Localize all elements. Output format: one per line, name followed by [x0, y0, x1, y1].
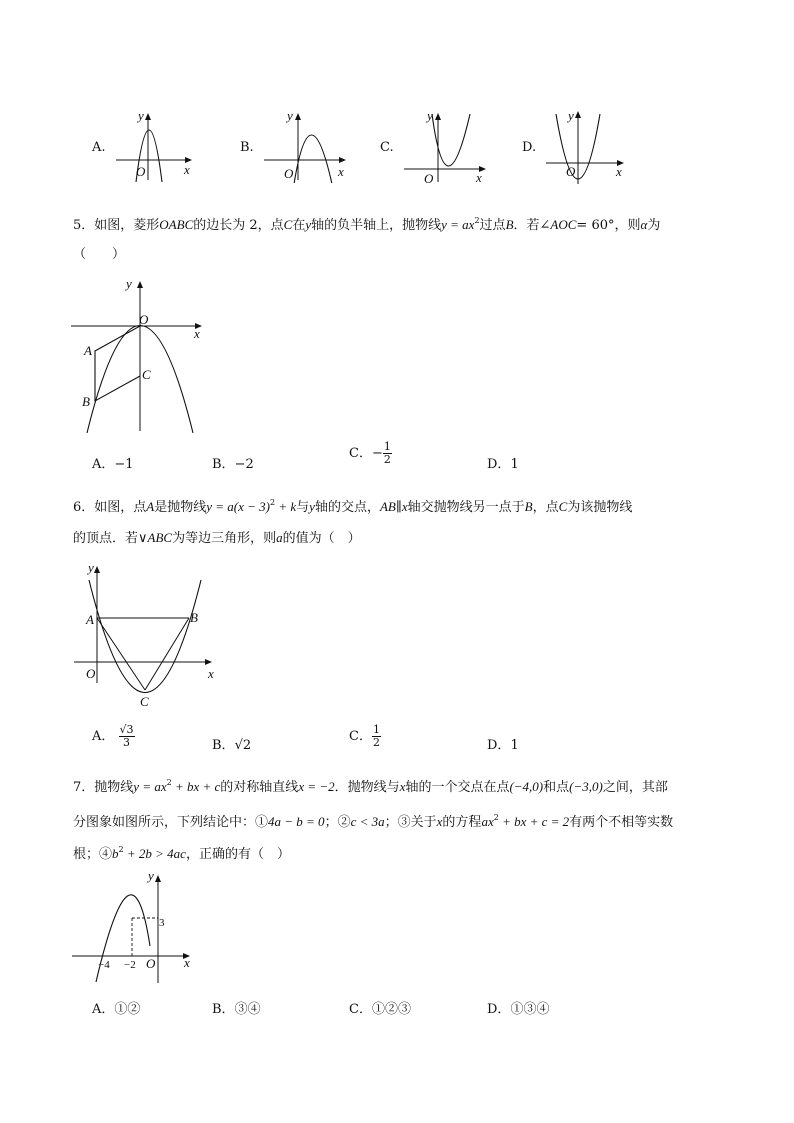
y-label: y — [287, 108, 293, 123]
x-arrow — [205, 659, 212, 665]
point-c-label: C — [142, 367, 151, 382]
y-arrow — [137, 281, 143, 288]
q6-option-a: A． $\frac{√3}{3}$ — [92, 723, 134, 749]
q7-stem-line3: 根；$④b^2 + 2b > 4ac$，正确的有（ ） — [73, 845, 290, 862]
q4-option-c-graph — [402, 108, 497, 183]
x-label: x — [184, 162, 190, 177]
y-label: y — [88, 560, 94, 575]
point-c-label: C — [140, 694, 149, 709]
point-b-label: B — [82, 394, 90, 409]
q7-option-b: B．③④ — [212, 1002, 261, 1017]
segment-ac — [97, 618, 145, 690]
q7-figure — [68, 866, 203, 986]
segment-bc — [145, 618, 189, 690]
y-arrow — [94, 566, 100, 573]
x-label: x — [184, 955, 190, 970]
x-label: x — [476, 170, 482, 183]
y-arrow — [435, 113, 441, 120]
q7-option-d: D．①③④ — [487, 1002, 550, 1017]
q6-option-c: C． $\frac{1}{2}$ — [349, 723, 380, 749]
point-a-label: A — [86, 612, 94, 627]
y-arrow — [145, 113, 151, 120]
parabola — [294, 135, 332, 183]
origin-label: O — [136, 164, 146, 179]
q6-stem-line2: 的顶点．若∨ABC为等边三角形，则a的值为（ ） — [73, 530, 361, 546]
q6-stem-line1: 6．如图，点A是抛物线$y = a(x - 3)^2 + k$与y轴的交点，AB∥x轴交抛物线另一点于B，点C为该抛物线 — [73, 498, 633, 515]
q5-option-a: A．−1 — [92, 457, 134, 472]
y-label: y — [568, 108, 574, 123]
point-a-label: A — [84, 343, 92, 358]
x-arrow — [339, 157, 346, 163]
origin-label: O — [566, 164, 576, 179]
q4-option-b-graph — [262, 108, 357, 183]
rhombus-sides — [95, 326, 140, 401]
q6-option-b: B．√2 — [212, 738, 252, 753]
tick-minus4-label: −4 — [98, 959, 110, 971]
q5-option-c: C．− $\frac{1}{2}$ — [349, 440, 391, 466]
q4-option-a-letter: A. — [92, 140, 106, 155]
tick-3-label: 3 — [159, 917, 165, 929]
q5-stem-line1: 5．如图，菱形OABC的边长为 2，点C在y轴的负半轴上，抛物线$y = ax^2$过点B．若∠AOC= 60°，则α为 — [73, 216, 661, 233]
y-arrow — [295, 113, 301, 120]
q5-figure — [66, 276, 216, 436]
x-label: x — [194, 326, 200, 341]
q5-option-b: B．−2 — [212, 457, 254, 472]
point-b-label: B — [190, 610, 198, 625]
x-label: x — [338, 164, 344, 179]
q7-option-a: A．①② — [92, 1002, 141, 1017]
q4-option-c-letter: C. — [380, 140, 394, 155]
q7-stem-line1: 7．抛物线$y = ax^2$ + bx + c的对称轴直线x = −2．抛物线与x轴的一个交点在点(−4,0)和点(−3,0)之间，其部 — [73, 778, 668, 795]
q7-stem-line2: 分图象如图所示，下列结论中：①4a − b = 0；②c < 3a；③关于x的方程$ax^2$ + bx + c = 2有两个不相等实数 — [73, 813, 674, 830]
q4-option-b-letter: B. — [240, 140, 254, 155]
parabola — [89, 580, 201, 693]
y-label: y — [427, 108, 433, 123]
q5-answer-paren: （ ） — [73, 247, 126, 262]
x-label: x — [208, 666, 214, 681]
y-arrow — [155, 875, 161, 882]
q6-option-d: D．1 — [487, 738, 519, 753]
origin-label: O — [146, 956, 156, 971]
origin-label: O — [86, 666, 96, 681]
q4-option-d-graph — [542, 106, 637, 186]
origin-label: O — [139, 312, 149, 327]
y-label: y — [148, 868, 154, 883]
q6-figure — [70, 558, 225, 713]
y-arrow — [575, 111, 581, 118]
q7-option-c: C．①②③ — [349, 1002, 411, 1017]
x-label: x — [616, 164, 622, 179]
y-label: y — [126, 276, 132, 291]
q5-option-d: D．1 — [487, 457, 519, 472]
origin-label: O — [284, 166, 294, 181]
y-label: y — [138, 108, 144, 123]
q4-option-d-letter: D. — [522, 140, 537, 155]
tick-minus2-label: −2 — [124, 959, 136, 971]
q4-option-a-graph — [112, 108, 202, 183]
origin-label: O — [424, 171, 434, 183]
